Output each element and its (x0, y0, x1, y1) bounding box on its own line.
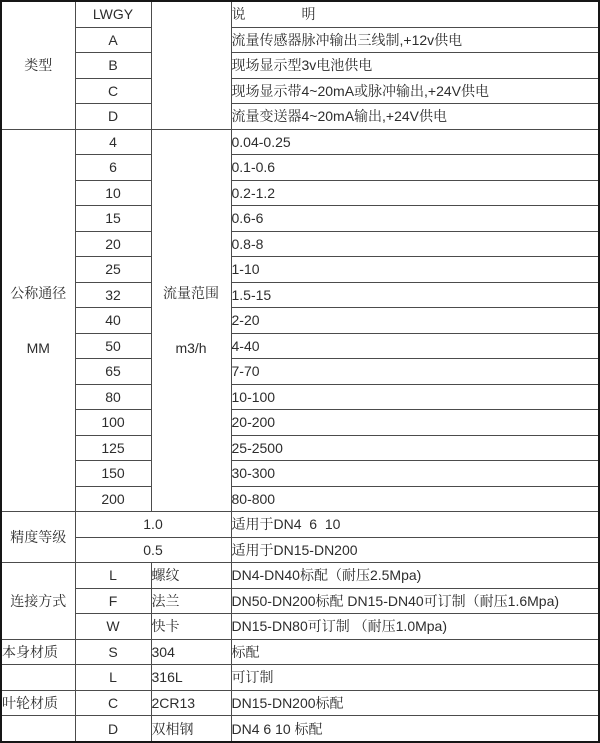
connection-name: 法兰 (151, 588, 231, 614)
connection-code: F (75, 588, 151, 614)
flow-range: 1-10 (231, 257, 599, 283)
table-row (1, 639, 599, 665)
table-row (1, 78, 599, 104)
empty-cell (1, 665, 75, 691)
flow-range: 0.6-6 (231, 206, 599, 232)
size-value: 32 (75, 282, 151, 308)
connection-name: 快卡 (151, 614, 231, 640)
empty-cell (1, 716, 75, 742)
body-material-code: S (75, 639, 151, 665)
type-desc: 现场显示带4~20mA或脉冲输出,+24V供电 (231, 78, 599, 104)
row-label-diameter (1, 129, 75, 512)
size-value: 125 (75, 435, 151, 461)
size-value: 20 (75, 231, 151, 257)
table-row (1, 563, 599, 589)
impeller-material-name: 双相钢 (151, 716, 231, 742)
impeller-material-desc: DN15-DN200标配 (231, 690, 599, 716)
accuracy-value: 1.0 (75, 512, 231, 538)
impeller-material-name: 2CR13 (151, 690, 231, 716)
impeller-material-desc: DN4 6 10 标配 (231, 716, 599, 742)
table-row (1, 129, 599, 155)
table-row (1, 384, 599, 410)
table-row (1, 486, 599, 512)
connection-code: W (75, 614, 151, 640)
size-value: 4 (75, 129, 151, 155)
connection-desc: DN50-DN200标配 DN15-DN40可订制（耐压1.6Mpa) (231, 588, 599, 614)
type-code-header: LWGY (75, 1, 151, 27)
row-label-body-material: 本身材质 (1, 639, 75, 665)
table-row (1, 512, 599, 538)
table-row (1, 308, 599, 334)
flow-range: 0.04-0.25 (231, 129, 599, 155)
accuracy-value: 0.5 (75, 537, 231, 563)
flow-range: 1.5-15 (231, 282, 599, 308)
table-row (1, 27, 599, 53)
table-row (1, 155, 599, 181)
size-value: 80 (75, 384, 151, 410)
size-value: 100 (75, 410, 151, 436)
table-row (1, 435, 599, 461)
type-desc: 现场显示型3v电池供电 (231, 53, 599, 79)
table-row (1, 282, 599, 308)
row-label-diameter-line1: 公称通径 (10, 285, 67, 302)
size-value: 6 (75, 155, 151, 181)
table-row (1, 180, 599, 206)
type-code: A (75, 27, 151, 53)
row-label-connection: 连接方式 (1, 563, 75, 640)
connection-desc: DN4-DN40标配（耐压2.5Mpa) (231, 563, 599, 589)
desc-header: 说 明 (231, 1, 599, 27)
size-value: 65 (75, 359, 151, 385)
row-label-diameter-line2: MM (26, 339, 50, 356)
table-row (1, 588, 599, 614)
impeller-material-code: L (75, 665, 151, 691)
connection-name: 螺纹 (151, 563, 231, 589)
flow-range: 0.1-0.6 (231, 155, 599, 181)
size-value: 25 (75, 257, 151, 283)
size-value: 10 (75, 180, 151, 206)
type-code: B (75, 53, 151, 79)
table-row (1, 1, 599, 27)
flow-range: 4-40 (231, 333, 599, 359)
table-row (1, 690, 599, 716)
body-material-desc: 标配 (231, 639, 599, 665)
table-row (1, 231, 599, 257)
size-value: 150 (75, 461, 151, 487)
impeller-material-code: D (75, 716, 151, 742)
type-desc: 流量传感器脉冲输出三线制,+12v供电 (231, 27, 599, 53)
size-value: 15 (75, 206, 151, 232)
flow-range: 0.2-1.2 (231, 180, 599, 206)
size-value: 40 (75, 308, 151, 334)
row-label-type: 类型 (1, 1, 75, 129)
impeller-material-name: 316L (151, 665, 231, 691)
table-row (1, 537, 599, 563)
mid-label-flow-range-line2: m3/h (175, 339, 207, 356)
body-material-name: 304 (151, 639, 231, 665)
row-label-impeller-material: 叶轮材质 (1, 690, 75, 716)
flow-range: 10-100 (231, 384, 599, 410)
table-row (1, 410, 599, 436)
mid-label-flow-range (151, 129, 231, 512)
table-row (1, 206, 599, 232)
impeller-material-desc: 可订制 (231, 665, 599, 691)
flow-range: 30-300 (231, 461, 599, 487)
table-row (1, 333, 599, 359)
flow-range: 25-2500 (231, 435, 599, 461)
flow-range: 0.8-8 (231, 231, 599, 257)
connection-desc: DN15-DN80可订制 （耐压1.0Mpa) (231, 614, 599, 640)
flow-range: 20-200 (231, 410, 599, 436)
connection-code: L (75, 563, 151, 589)
impeller-material-code: C (75, 690, 151, 716)
size-value: 200 (75, 486, 151, 512)
table-row (1, 665, 599, 691)
accuracy-desc: 适用于DN15-DN200 (231, 537, 599, 563)
table-row (1, 359, 599, 385)
mid-label-flow-range-line1: 流量范围 (163, 285, 219, 302)
flow-range: 2-20 (231, 308, 599, 334)
row-label-accuracy: 精度等级 (1, 512, 75, 563)
table-row (1, 104, 599, 130)
table-row (1, 53, 599, 79)
flow-range: 7-70 (231, 359, 599, 385)
type-desc: 流量变送器4~20mA输出,+24V供电 (231, 104, 599, 130)
table-row (1, 257, 599, 283)
table-row (1, 461, 599, 487)
type-code: D (75, 104, 151, 130)
table-row (1, 716, 599, 742)
size-value: 50 (75, 333, 151, 359)
accuracy-desc: 适用于DN4 6 10 (231, 512, 599, 538)
empty-cell (151, 1, 231, 129)
type-code: C (75, 78, 151, 104)
flow-range: 80-800 (231, 486, 599, 512)
table-row (1, 614, 599, 640)
